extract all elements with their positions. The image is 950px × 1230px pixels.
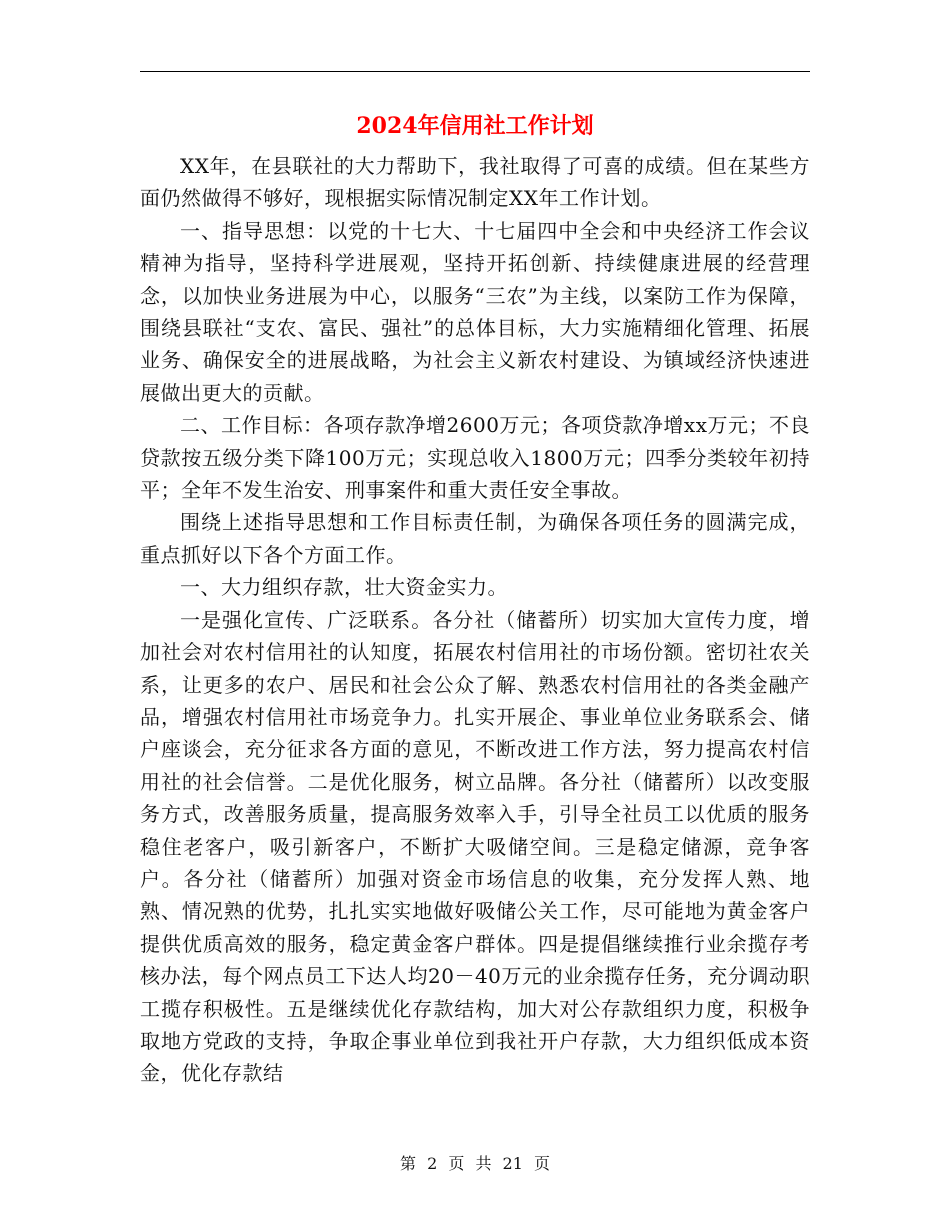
paragraph-work-goals: 二、工作目标：各项存款净增2600万元；各项贷款净增xx万元；不良贷款按五级分类下降100万元；实现总收入1800万元；四季分类较年初持平；全年不发生治安、刑事案件和重大责任安全事故。 — [140, 413, 810, 503]
header-rule — [140, 71, 810, 72]
document-title: 2024年信用社工作计划 — [356, 113, 594, 139]
paragraph-focus-areas: 围绕上述指导思想和工作目标责任制，为确保各项任务的圆满完成，重点抓好以下各个方面工作。 — [140, 510, 810, 567]
paragraph-intro: XX年，在县联社的大力帮助下，我社取得了可喜的成绩。但在某些方面仍然做得不够好，现根据实际情况制定XX年工作计划。 — [140, 154, 810, 211]
page-number: 第 2 页 共 21 页 — [400, 1154, 550, 1173]
document-body — [140, 150, 810, 1090]
paragraph-deposit-measures: 一是强化宣传、广泛联系。各分社（储蓄所）切实加大宣传力度，增加社会对农村信用社的认知度，拓展农村信用社的市场份额。密切社农关系，让更多的农户、居民和社会公众了解、熟悉农村信用社的各类金融产品，增强农村信用社市场竞争力。扎实开展企、事业单位业务联系会、储户座谈会，充分征求各方面的意见，不断改进工作方法，努力提高农村信用社的社会信誉。二是优化服务，树立品牌。各分社（储蓄所）以改变服务方式，改善服务质量，提高服务效率入手，引导全社员工以优质的服务稳住老客户，吸引新客户，不断扩大吸储空间。三是稳定储源，竞争客户。各分社（储蓄所）加强对资金市场信息的收集，充分发挥人熟、地熟、情况熟的优势，扎扎实实地做好吸储公关工作，尽可能地为黄金客户提供优质高效的服务，稳定黄金客户群体。四是提倡继续推行业余揽存考核办法，每个网点员工下达人均20－40万元的业余揽存任务，充分调动职工揽存积极性。五是继续优化存款结构，加大对公存款组织力度，积极争取地方党政的支持，争取企事业单位到我社开户存款，大力组织低成本资金，优化存款结 — [140, 607, 810, 1086]
paragraph-guiding-ideology: 一、指导思想：以党的十七大、十七届四中全会和中央经济工作会议精神为指导，坚持科学进展观，坚持开拓创新、持续健康进展的经营理念，以加快业务进展为中心，以服务“三农”为主线，以案防工作为保障，围绕县联社“支农、富民、强社”的总体目标，大力实施精细化管理、拓展业务、确保安全的进展战略，为社会主义新农村建设、为镇域经济快速进展做出更大的贡献。 — [140, 218, 810, 405]
section-heading-deposits: 一、大力组织存款，壮大资金实力。 — [180, 575, 508, 600]
